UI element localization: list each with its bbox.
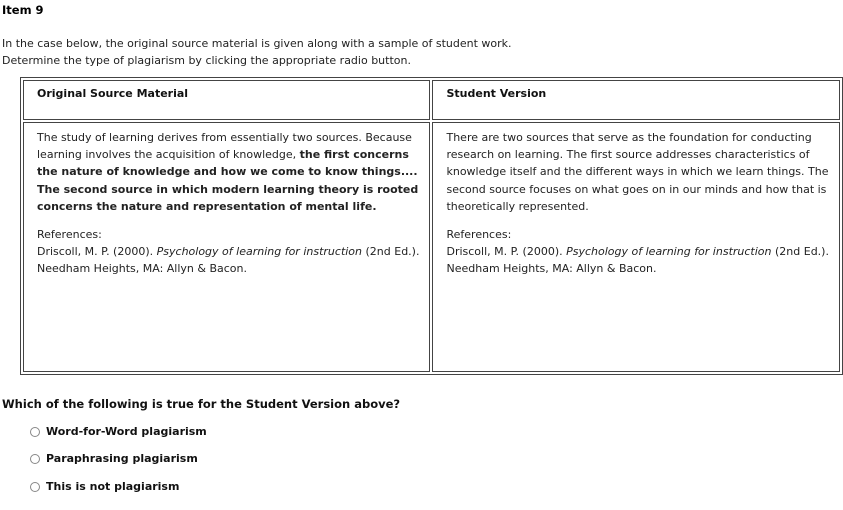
instructions-line-1: In the case below, the original source material is given along with a sample of student work. (2, 37, 512, 50)
original-references (37, 226, 419, 278)
student-ref-line-1 (446, 243, 828, 260)
question-text: Which of the following is true for the Student Version above? (2, 397, 401, 411)
student-ref-title: Psychology of learning for instruction (566, 245, 772, 259)
student-ref-edition: (2nd Ed.). (771, 245, 829, 259)
original-ref-heading: References: (37, 228, 102, 242)
original-bold-text: the first concerns the nature of knowledge and how we come to know things.... The second source in which modern learning theory is rooted concerns the nature and representation of mental life. (37, 148, 419, 213)
original-plain-text: The study of learning derives from essentially two sources. Because learning involves the acquisition of knowledge, (37, 131, 412, 162)
student-ref-author: Driscoll, M. P. (2000). (446, 245, 567, 259)
original-ref-title: Psychology of learning for instruction (156, 245, 363, 259)
table-header-row (23, 80, 840, 120)
option-label[interactable]: Word-for-Word plagiarism (46, 425, 207, 438)
option-word-for-word[interactable] (30, 425, 207, 438)
student-ref-publisher: Needham Heights, MA: Allyn & Bacon. (446, 262, 657, 276)
original-source-text (37, 129, 419, 215)
table-content-row (23, 122, 840, 372)
original-ref-edition: (2nd Ed.). (362, 245, 420, 259)
student-version-header: Student Version (432, 80, 839, 120)
original-source-header: Original Source Material (23, 80, 430, 120)
student-references (446, 226, 828, 278)
student-ref-heading: References: (446, 228, 512, 242)
option-label[interactable]: Paraphrasing plagiarism (46, 452, 198, 465)
instructions (2, 35, 538, 69)
original-source-cell (23, 122, 430, 372)
original-ref-line-1 (37, 243, 419, 260)
student-version-cell (432, 122, 839, 372)
option-not-plagiarism[interactable] (30, 480, 179, 493)
item-title: Item 9 (2, 3, 44, 17)
radio-button[interactable] (30, 427, 40, 437)
radio-button[interactable] (30, 454, 40, 464)
option-paraphrasing[interactable] (30, 452, 198, 465)
original-ref-author: Driscoll, M. P. (2000). (37, 245, 157, 259)
radio-button[interactable] (30, 482, 40, 492)
original-ref-publisher: Needham Heights, MA: Allyn & Bacon. (37, 262, 248, 276)
comparison-table (20, 77, 843, 375)
option-label[interactable]: This is not plagiarism (46, 480, 180, 493)
student-version-text: There are two sources that serve as the foundation for conducting research on learning. The first source addresses characteristics of knowledge itself and the different ways in which we learn things. The second source focuses on what goes on in our minds and how that is theoretically represented. (446, 131, 829, 213)
instructions-line-2: Determine the type of plagiarism by clicking the appropriate radio button. (2, 54, 411, 67)
